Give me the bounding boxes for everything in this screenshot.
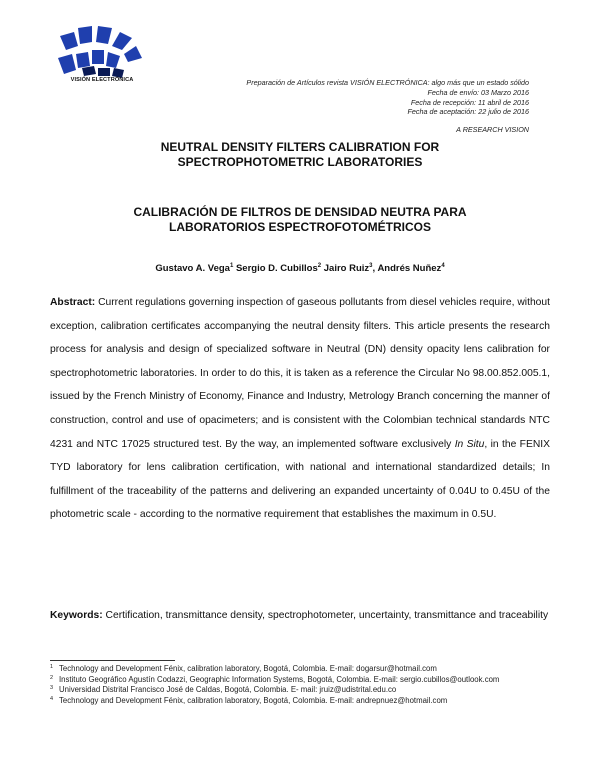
- keywords-text: Certification, transmittance density, spectrophotometer, uncertainty, transmittance and traceability: [105, 610, 549, 621]
- english-title-line: SPECTROPHOTOMETRIC LABORATORIES: [177, 155, 423, 169]
- logo-text: VISIÓN ELECTRÓNICA: [70, 77, 134, 83]
- author-name: Gustavo A. Vega: [155, 263, 230, 274]
- spanish-title-line: CALIBRACIÓN DE FILTROS DE DENSIDAD NEUTRA PARA: [133, 205, 467, 219]
- spanish-title-line: LABORATORIOS ESPECTROFOTOMÉTRICOS: [168, 220, 431, 234]
- abstract-paragraph: [50, 291, 550, 527]
- accepted-date: Fecha de aceptación: 22 julio de 2016: [407, 107, 529, 117]
- footnote-text: Universidad Distrital Francisco José de Caldas, Bogotá, Colombia. E- mail: jruiz@udistrital.edu.co: [59, 685, 397, 695]
- footnote-number: 1: [50, 664, 54, 670]
- abstract-text-continued: , in the FENIX TYD laboratory for lens calibration certification, with national and international standardized details; In fulfillment of the traceability of the patterns and delivering an expanded uncertainty of 0.04U to 0.45U of the photometric scale - according to the normative requirement that establishes the maximum in 0.5U.: [50, 438, 550, 521]
- abstract-italic-term: In Situ: [454, 438, 485, 450]
- author-name: Sergio D. Cubillos: [235, 263, 318, 274]
- footnote-number: 2: [50, 674, 54, 681]
- author-name: Andrés Nuñez: [377, 263, 442, 274]
- footnote: [50, 696, 550, 707]
- footnote-number: 4: [50, 695, 54, 702]
- footnote-number: 3: [50, 685, 54, 692]
- spanish-title: [60, 205, 540, 235]
- footnote: [50, 685, 550, 696]
- author-name: Jairo Ruiz: [323, 263, 370, 274]
- abstract-label: Abstract:: [50, 297, 96, 308]
- footnote: [50, 664, 550, 675]
- journal-line: Preparación de Artículos revista VISIÓN ELECTRÓNICA: algo más que un estado sólido: [246, 78, 529, 87]
- footnote-text: Technology and Development Fénix, calibration laboratory, Bogotá, Colombia. E-mail: dogarsur@hotmail.com: [59, 664, 437, 673]
- footnote-text: Technology and Development Fénix, calibration laboratory, Bogotá, Colombia. E-mail: andrepnuez@hotmail.com: [59, 695, 448, 705]
- abstract-text: Current regulations governing inspection of gaseous pollutants from diesel vehicles require, without exception, calibration certificates accompanying the neutral density filters. This article presents the research process for analysis and design of specialized software in Neutral (DN) density opacity lens calibration for spectrophotometric laboratories. In order to do this, it is taken as a reference the Circular No 98.00.852.005.1, issued by the French Ministry of Economy, Finance and Industry, Metrology Branch concerning the manner of construction, control and use of opacimeters; and is consistent with the Colombian technical standards NTC 4231 and NTC 17025 structured test. By the way, an implemented software exclusively: [50, 297, 550, 450]
- footnotes: [50, 664, 550, 706]
- section-label: A RESEARCH VISION: [456, 125, 529, 134]
- author-list: Gustavo A. Vega$^1$ Sergio D. Cubillos$^2$ Jairo Ruiz$^3$, Andrés Nuñez$^4$: [155, 263, 445, 274]
- author-affiliation-mark: 3: [369, 263, 373, 269]
- author-affiliation-mark: 1: [229, 263, 234, 269]
- author-affiliation-mark: 2: [317, 263, 322, 269]
- received-date: Fecha de recepción: 11 abril de 2016: [410, 97, 529, 107]
- author-affiliation-mark: 4: [441, 263, 445, 269]
- footnote: [50, 675, 550, 686]
- footnote-divider: [50, 660, 175, 661]
- keywords-paragraph: [50, 604, 550, 628]
- submission-metadata: [246, 78, 529, 117]
- footnote-text: Instituto Geográfico Agustín Codazzi, Geographic Information Systems, Bogotá, Colombia. E-mail: sergio.cubillos@outlook.com: [59, 674, 500, 684]
- sent-date: Fecha de envío: 03 Marzo 2016: [427, 87, 529, 97]
- english-title-line: NEUTRAL DENSITY FILTERS CALIBRATION FOR: [160, 140, 440, 154]
- english-title: [60, 140, 540, 170]
- keywords-label: Keywords:: [50, 610, 103, 621]
- logo-sunburst-icon: [58, 24, 142, 80]
